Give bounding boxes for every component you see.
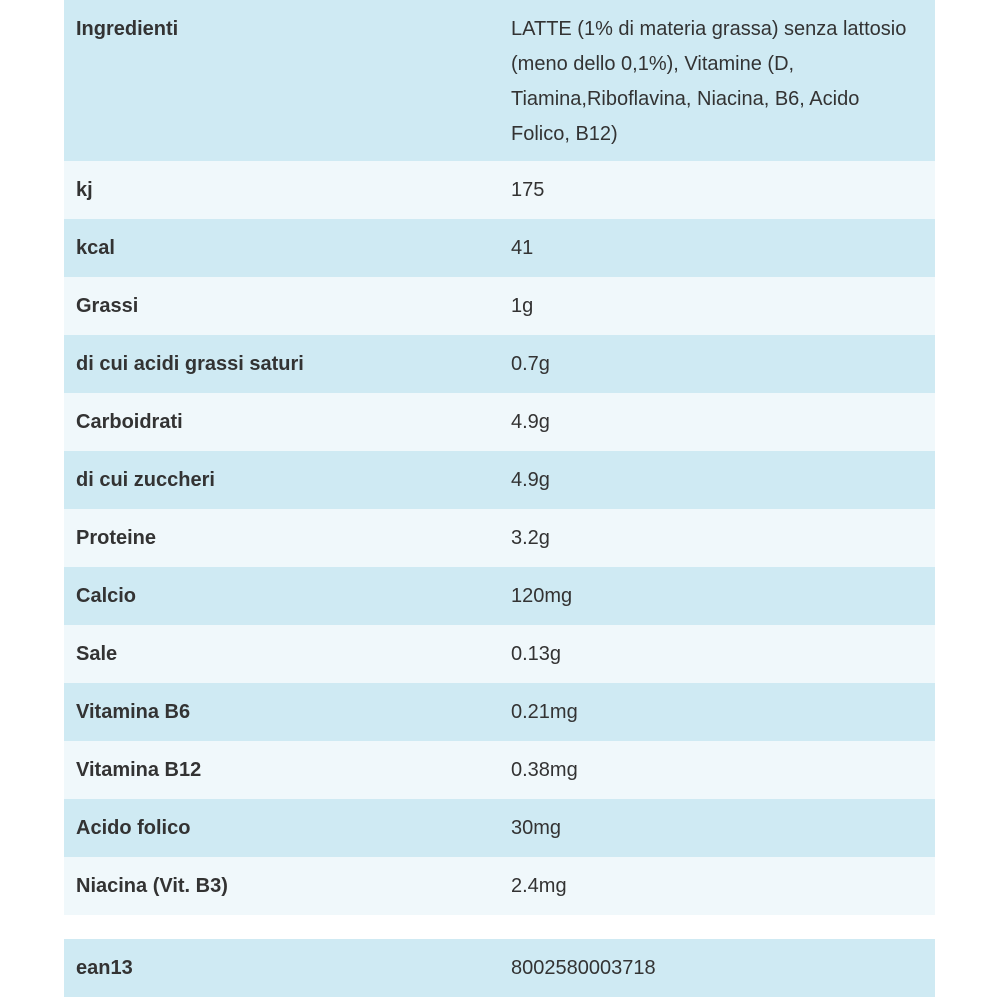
row-value: 1g <box>500 277 935 335</box>
row-label: Carboidrati <box>64 393 500 451</box>
table-row <box>64 509 935 567</box>
row-value: 3.2g <box>500 509 935 567</box>
table-row-ean <box>64 939 935 997</box>
row-value: 0.13g <box>500 625 935 683</box>
ean-label: ean13 <box>64 939 500 997</box>
row-value: 175 <box>500 161 935 219</box>
row-label: Calcio <box>64 567 500 625</box>
row-label: Vitamina B6 <box>64 683 500 741</box>
table-row <box>64 567 935 625</box>
table-row <box>64 335 935 393</box>
row-label: Proteine <box>64 509 500 567</box>
row-value: 120mg <box>500 567 935 625</box>
table-row <box>64 625 935 683</box>
table-row <box>64 741 935 799</box>
row-label: Grassi <box>64 277 500 335</box>
row-label: di cui zuccheri <box>64 451 500 509</box>
table-row <box>64 161 935 219</box>
row-label: Sale <box>64 625 500 683</box>
row-label: Ingredienti <box>64 0 500 161</box>
table-row <box>64 857 935 915</box>
ean-value: 8002580003718 <box>500 939 935 997</box>
table-row <box>64 799 935 857</box>
row-label: Acido folico <box>64 799 500 857</box>
row-label: di cui acidi grassi saturi <box>64 335 500 393</box>
table-row-ingredients <box>64 0 935 161</box>
row-value: 41 <box>500 219 935 277</box>
row-value: 4.9g <box>500 393 935 451</box>
row-label: Vitamina B12 <box>64 741 500 799</box>
row-label: kcal <box>64 219 500 277</box>
row-value: 0.21mg <box>500 683 935 741</box>
row-value: 30mg <box>500 799 935 857</box>
row-label: kj <box>64 161 500 219</box>
row-value: 4.9g <box>500 451 935 509</box>
table-row <box>64 393 935 451</box>
row-value: LATTE (1% di materia grassa) senza lattosio (meno dello 0,1%), Vitamine (D, Tiamina,Riboflavina, Niacina, B6, Acido Folico, B12) <box>500 0 935 161</box>
row-value: 0.38mg <box>500 741 935 799</box>
row-value: 0.7g <box>500 335 935 393</box>
table-row <box>64 451 935 509</box>
nutrition-table <box>64 0 935 915</box>
table-row <box>64 219 935 277</box>
table-row <box>64 277 935 335</box>
row-value: 2.4mg <box>500 857 935 915</box>
table-row <box>64 683 935 741</box>
product-code-table <box>64 939 935 997</box>
row-label: Niacina (Vit. B3) <box>64 857 500 915</box>
